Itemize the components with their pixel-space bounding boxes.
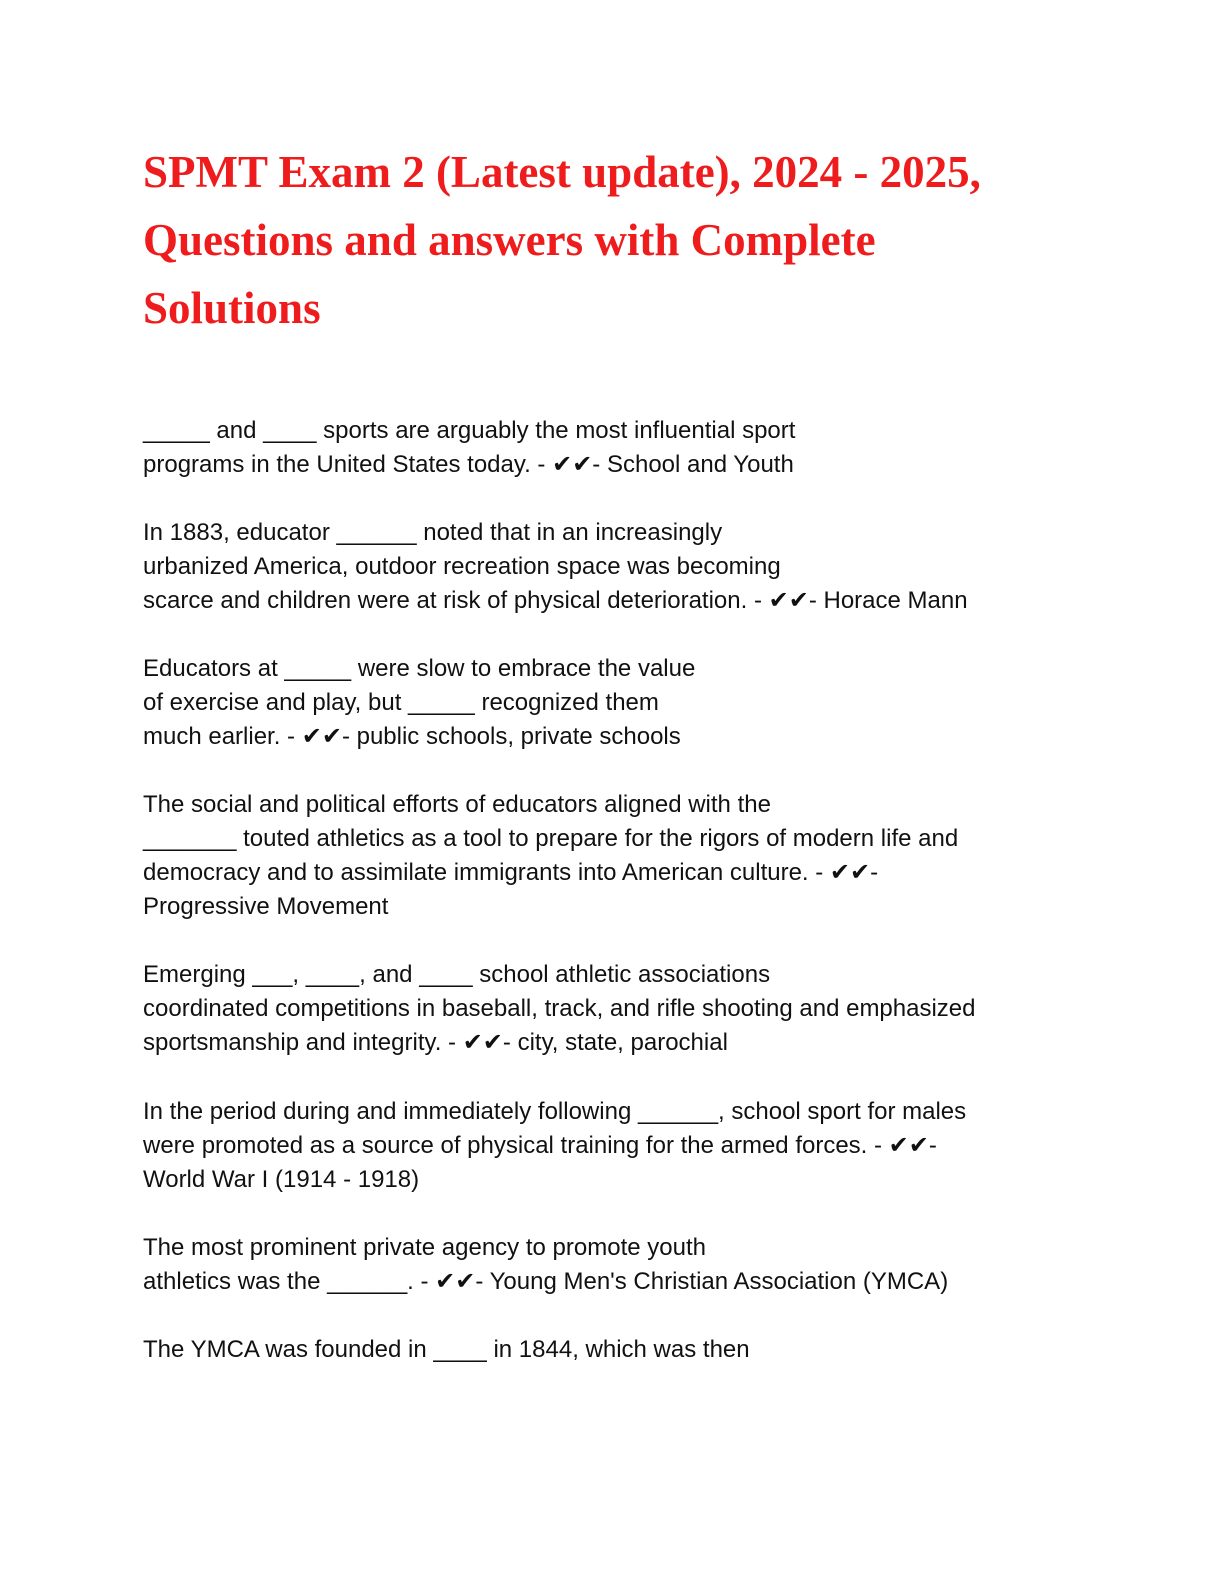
qa-item-athletic-associations (143, 958, 1103, 1060)
text-line: _______ touted athletics as a tool to prepare for the rigors of modern life and (143, 825, 959, 852)
text-line: The YMCA was founded in ____ in 1844, which was then (143, 1336, 750, 1363)
qa-item-ymca (143, 1231, 1103, 1299)
text-line: urbanized America, outdoor recreation space was becoming (143, 553, 781, 580)
text-line: Emerging ___, ____, and ____ school athletic associations (143, 961, 771, 988)
text-line: scarce and children were at risk of physical deterioration. - ✔✔- Horace Mann (143, 587, 968, 614)
qa-item-horace-mann (143, 516, 1103, 618)
text-line: Progressive Movement (143, 893, 389, 920)
title-line: SPMT Exam 2 (Latest update), 2024 - 2025, (143, 147, 981, 197)
text-line: were promoted as a source of physical training for the armed forces. - ✔✔- (143, 1132, 937, 1159)
text-line: In the period during and immediately following ______, school sport for males (143, 1098, 967, 1125)
text-line: _____ and ____ sports are arguably the most influential sport (143, 417, 796, 444)
document-title (143, 138, 1103, 342)
text-line: democracy and to assimilate immigrants into American culture. - ✔✔- (143, 859, 879, 886)
text-line: coordinated competitions in baseball, track, and rifle shooting and emphasized (143, 995, 976, 1022)
text-line: athletics was the ______. - ✔✔- Young Men's Christian Association (YMCA) (143, 1268, 949, 1295)
title-line: Solutions (143, 283, 321, 333)
title-line: Questions and answers with Complete (143, 215, 876, 265)
text-line: The most prominent private agency to promote youth (143, 1234, 706, 1261)
qa-item-school-youth (143, 414, 1103, 482)
text-line: much earlier. - ✔✔- public schools, private schools (143, 723, 681, 750)
qa-item-public-private-schools (143, 652, 1103, 754)
text-line: The social and political efforts of educators aligned with the (143, 791, 771, 818)
qa-item-progressive-movement (143, 788, 1103, 924)
text-line: In 1883, educator ______ noted that in an increasingly (143, 519, 723, 546)
text-line: sportsmanship and integrity. - ✔✔- city, state, parochial (143, 1029, 728, 1056)
text-line: programs in the United States today. - ✔✔- School and Youth (143, 451, 794, 478)
qa-item-ymca-founded (143, 1333, 1103, 1367)
text-line: of exercise and play, but _____ recognized them (143, 689, 659, 716)
qa-item-world-war-one (143, 1095, 1103, 1197)
text-line: World War I (1914 - 1918) (143, 1166, 420, 1193)
text-line: Educators at _____ were slow to embrace the value (143, 655, 696, 682)
